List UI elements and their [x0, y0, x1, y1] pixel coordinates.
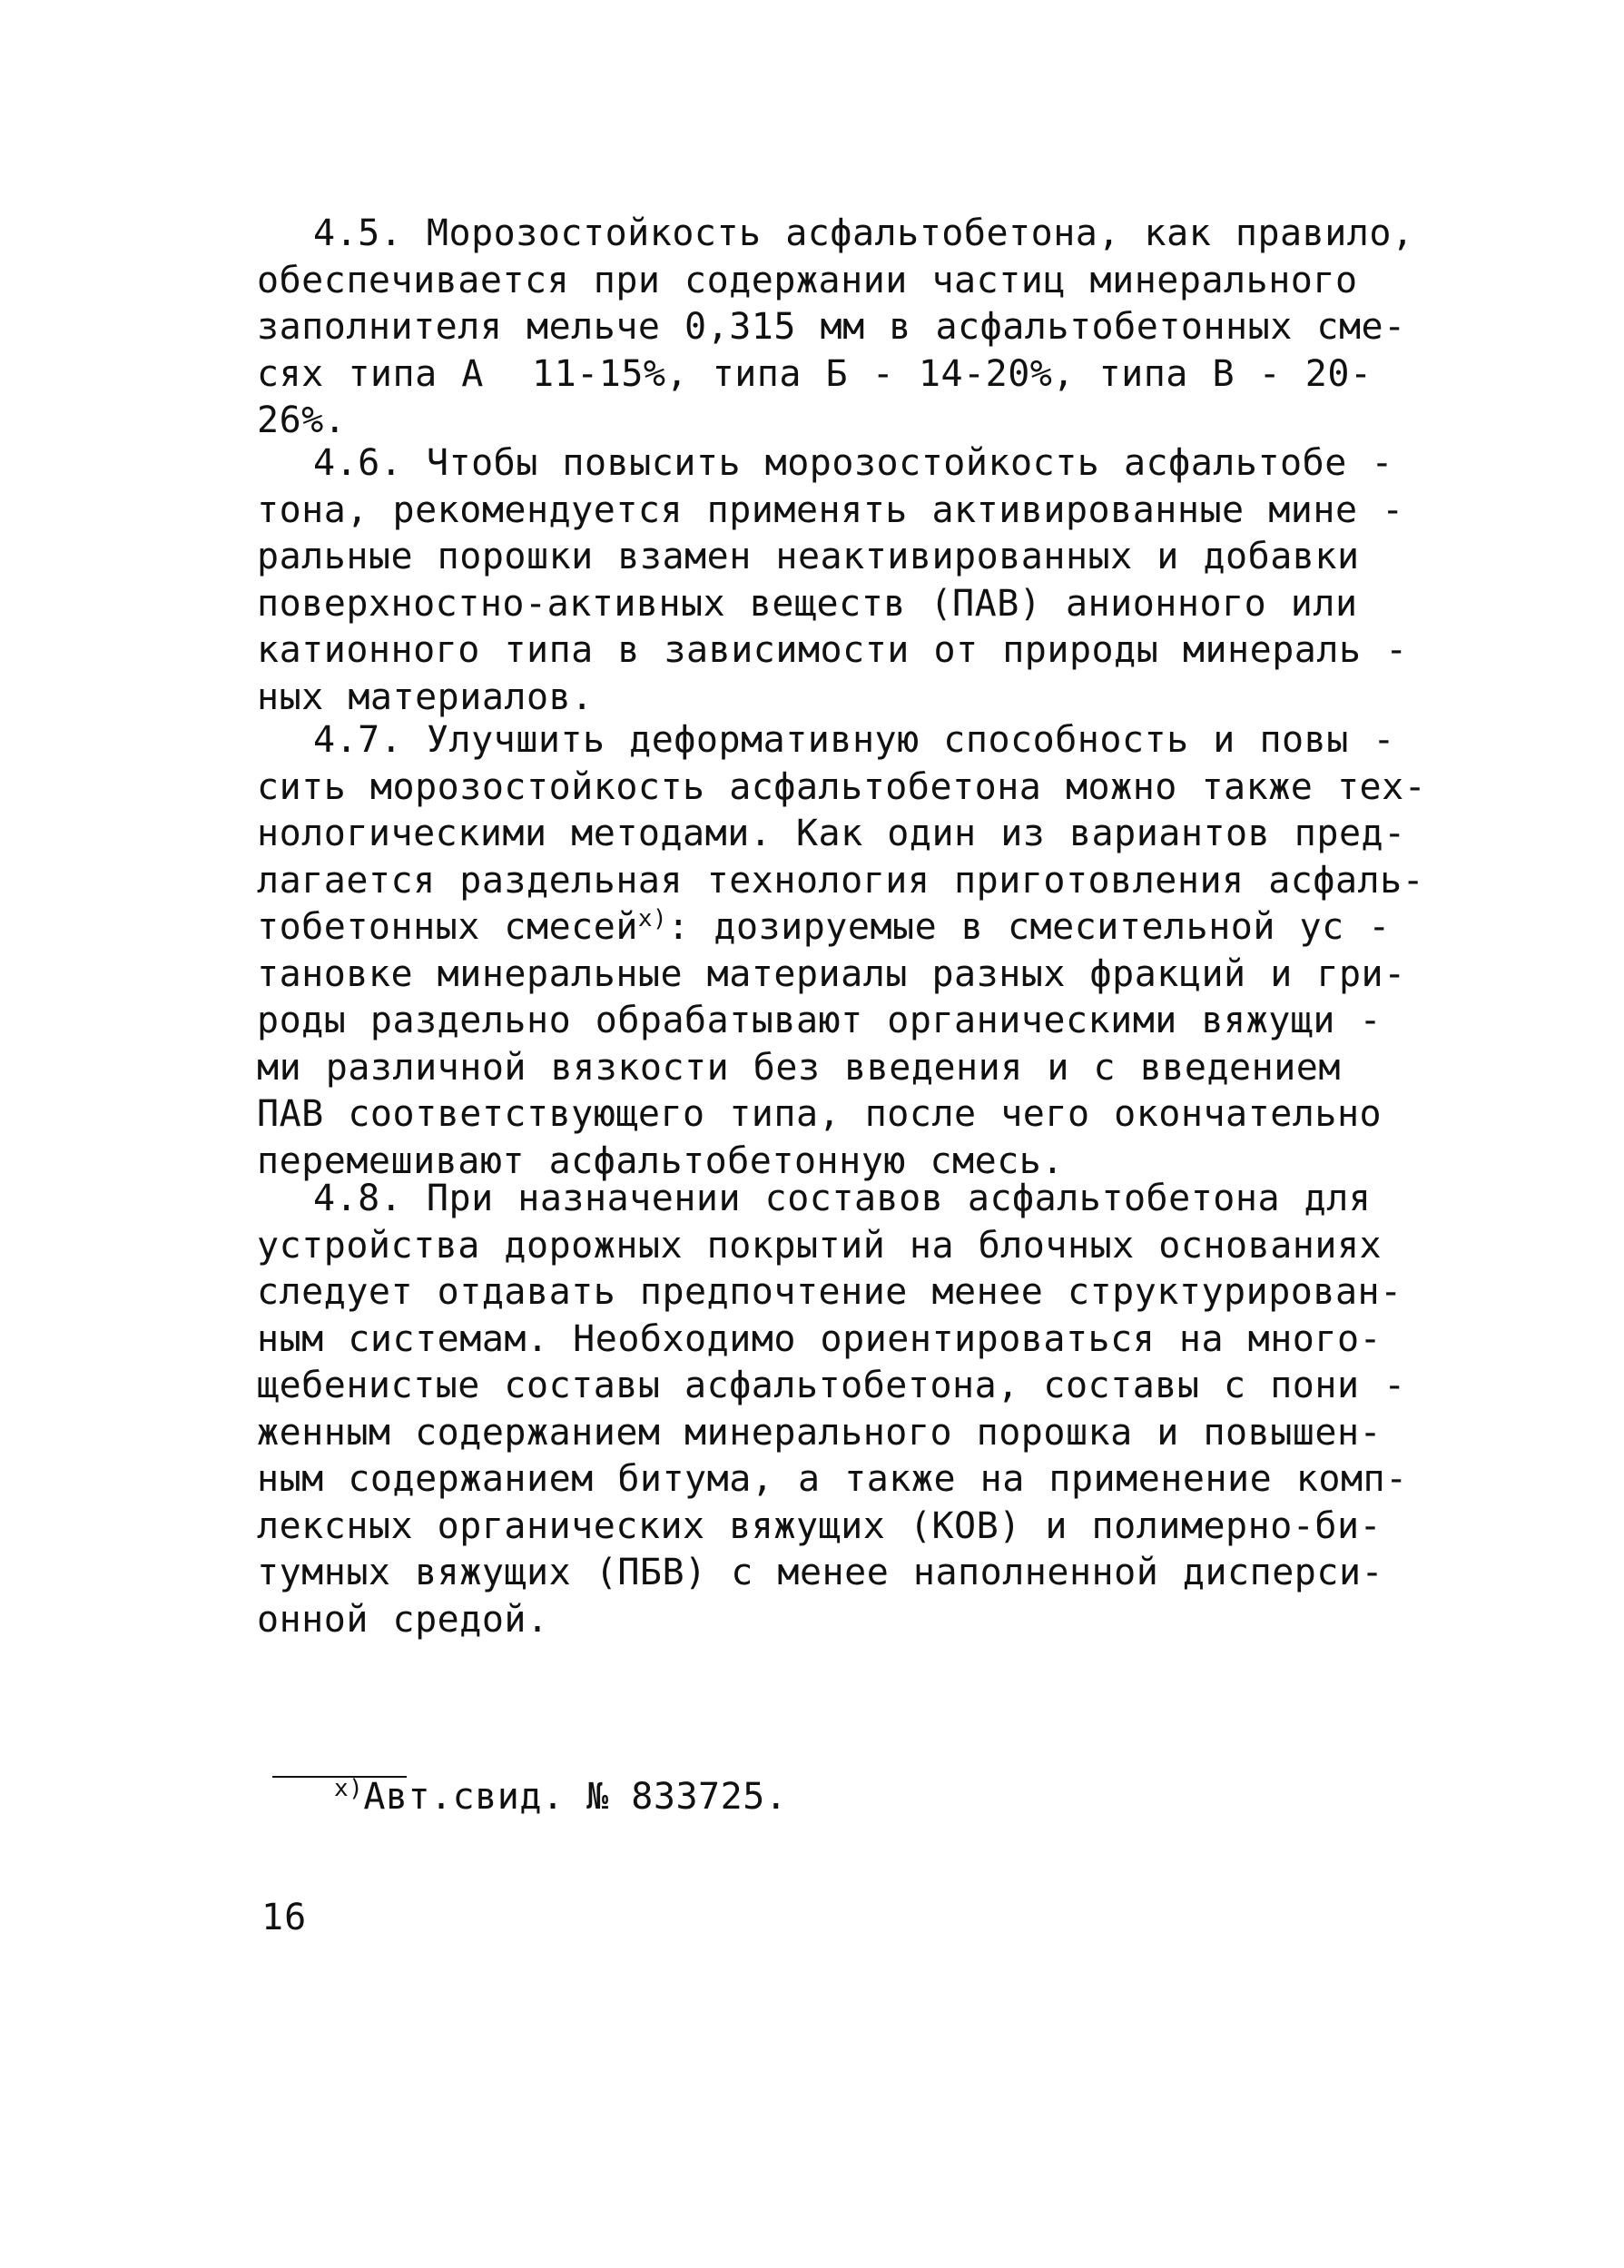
footnote: [334, 1767, 787, 1819]
paragraph-line: тумных вяжущих (ПБВ) с менее наполненной дисперси-: [257, 1552, 1384, 1593]
paragraph-4-5: [257, 211, 1419, 445]
paragraph-4-8: [257, 1176, 1419, 1643]
paragraph-line: поверхностно-активных веществ (ПАВ) анионного или: [257, 582, 1358, 625]
paragraph-line: ПАВ соответствующего типа, после чего окончательно: [257, 1093, 1383, 1135]
paragraph-line: нологическими методами. Как один из вариантов пред-: [257, 813, 1406, 854]
footnote-reference-mark: х): [637, 905, 668, 932]
paragraph-line: ных материалов.: [257, 675, 594, 718]
paragraph-line: 4.8. При назначении составов асфальтобетона для: [313, 1178, 1372, 1219]
paragraph-line: ральные порошки взамен неактивированных и добавки: [257, 536, 1360, 577]
paragraph-line: тановке минеральные материалы разных фракций и гри-: [257, 952, 1406, 995]
footnote-text: Авт.свид. № 833725.: [363, 1776, 788, 1818]
paragraph-line-start: тобетонных смесей: [257, 906, 638, 948]
paragraph-line: тона, рекомендуется применять активированные мине -: [257, 488, 1404, 531]
paragraph-line: катионного типа в зависимости от природы минераль -: [257, 629, 1408, 671]
paragraph-line: онной средой.: [257, 1598, 549, 1641]
paragraph-line: обеспечивается при содержании частиц минерального: [257, 259, 1358, 301]
paragraph-line: следует отдавать предпочтение менее структурирован-: [257, 1271, 1403, 1313]
paragraph-line: перемешивают асфальтобетонную смесь.: [257, 1139, 1064, 1182]
paragraph-line: щебенистые составы асфальтобетона, составы с пони -: [257, 1365, 1406, 1406]
paragraph-line: ми различной вязкости без введения и с введением: [257, 1046, 1341, 1089]
footnote-mark: х): [334, 1775, 364, 1802]
paragraph-line: заполнителя мельче 0,315 мм в асфальтобетонных сме-: [257, 306, 1406, 348]
paragraph-line: сить морозостойкость асфальтобетона можно также тех-: [257, 765, 1427, 808]
paragraph-line: лексных органических вяжущих (КОВ) и полимерно-би-: [257, 1504, 1383, 1547]
paragraph-line: женным содержанием минерального порошка и повышен-: [257, 1411, 1383, 1454]
paragraph-4-7: [257, 717, 1427, 1185]
paragraph-line: ным содержанием битума, а также на применение комп-: [257, 1458, 1408, 1500]
paragraph-line: ным системам. Необходимо ориентироваться на много-: [257, 1317, 1383, 1360]
page-number: 16: [261, 1897, 308, 1938]
paragraph-4-6: [257, 440, 1419, 721]
paragraph-line-tail: : дозируемые в смесительной ус -: [667, 906, 1391, 948]
paragraph-line: 4.7. Улучшить деформативную способность и повы -: [313, 719, 1395, 761]
paragraph-line: роды раздельно обрабатывают органическими вяжущи -: [257, 1000, 1383, 1041]
paragraph-line: 4.5. Морозостойкость асфальтобетона, как правило,: [313, 212, 1414, 254]
paragraph-line: 4.6. Чтобы повысить морозостойкость асфальтобе -: [313, 442, 1393, 484]
paragraph-line: сях типа А 11-15%, типа Б - 14-20%, типа В - 20-: [257, 352, 1373, 395]
paragraph-line: устройства дорожных покрытий на блочных основаниях: [257, 1224, 1383, 1267]
paragraph-line: лагается раздельная технология приготовления асфаль-: [257, 859, 1425, 902]
paragraph-line: 26%.: [257, 399, 347, 441]
paragraph-line-with-footnote: [257, 904, 1419, 952]
